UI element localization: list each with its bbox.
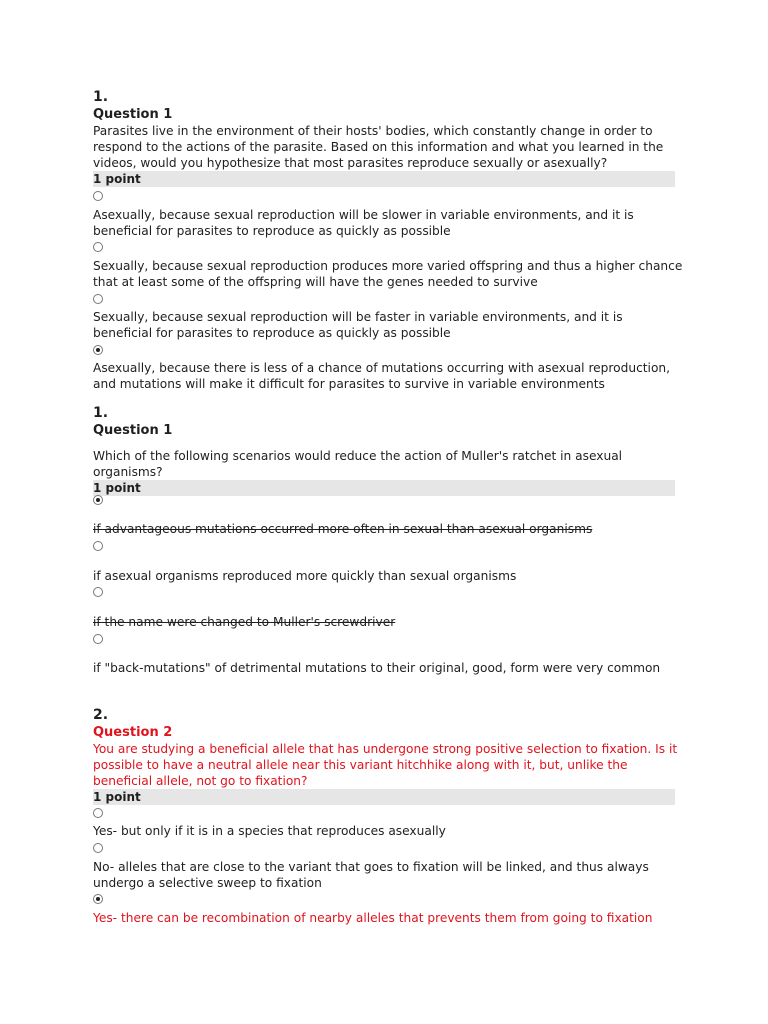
- option-label-struck: if advantageous mutations occurred more often in sexual than asexual organisms: [93, 522, 593, 536]
- question-block-1b: [93, 404, 683, 439]
- option-radio[interactable]: [93, 294, 103, 304]
- option-label: Yes- but only if it is in a species that reproduces asexually: [93, 824, 446, 838]
- question-title: Question 2: [93, 725, 173, 740]
- points-label: 1 point: [93, 789, 675, 805]
- option-label: Sexually, because sexual reproduction produces more varied offspring and thus a higher chance that at least some of the offspring will have the genes needed to survive: [93, 259, 683, 289]
- option-label: Sexually, because sexual reproduction will be faster in variable environments, and it is beneficial for parasites to reproduce as quickly as possible: [93, 310, 623, 340]
- points-label: 1 point: [93, 480, 675, 496]
- question-number: 1.: [93, 405, 109, 421]
- option-label: if asexual organisms reproduced more quickly than sexual organisms: [93, 569, 517, 583]
- question-block-2: [93, 706, 683, 805]
- option-label-correct: Yes- there can be recombination of nearby alleles that prevents them from going to fixation: [93, 911, 653, 925]
- option-radio[interactable]: [93, 808, 103, 818]
- question-text: Parasites live in the environment of their hosts' bodies, which constantly change in order to respond to the actions of the parasite. Based on this information and what you learned in the videos, would you hypothesize that most parasites reproduce sexually or asexually?: [93, 124, 664, 170]
- option-label: No- alleles that are close to the variant that goes to fixation will be linked, and thus always undergo a selective sweep to fixation: [93, 860, 649, 890]
- option-label: Asexually, because sexual reproduction will be slower in variable environments, and it is beneficial for parasites to reproduce as quickly as possible: [93, 208, 634, 238]
- question-text: You are studying a beneficial allele that has undergone strong positive selection to fixation. Is it possible to have a neutral allele near this variant hitchhike along with it, but, unlike the beneficial allele, not go to fixation?: [93, 742, 678, 788]
- points-label: 1 point: [93, 171, 675, 187]
- option-radio-selected[interactable]: [93, 495, 103, 505]
- option-radio[interactable]: [93, 541, 103, 551]
- option-label: Asexually, because there is less of a chance of mutations occurring with asexual reproduction, and mutations will make it difficult for parasites to survive in variable environments: [93, 361, 670, 391]
- question-text: Which of the following scenarios would reduce the action of Muller's ratchet in asexual organisms?: [93, 449, 623, 479]
- option-radio-selected[interactable]: [93, 345, 103, 355]
- question-number: 2.: [93, 707, 109, 723]
- option-label: if "back-mutations" of detrimental mutations to their original, good, form were very common: [93, 661, 661, 675]
- option-radio-selected[interactable]: [93, 894, 103, 904]
- option-radio[interactable]: [93, 191, 103, 201]
- question-title: Question 1: [93, 107, 173, 122]
- option-label-struck: if the name were changed to Muller's screwdriver: [93, 615, 396, 629]
- question-number: 1.: [93, 89, 109, 105]
- option-radio[interactable]: [93, 242, 103, 252]
- option-radio[interactable]: [93, 843, 103, 853]
- option-radio[interactable]: [93, 634, 103, 644]
- question-block-1: [93, 88, 683, 187]
- option-radio[interactable]: [93, 587, 103, 597]
- question-title: Question 1: [93, 423, 173, 438]
